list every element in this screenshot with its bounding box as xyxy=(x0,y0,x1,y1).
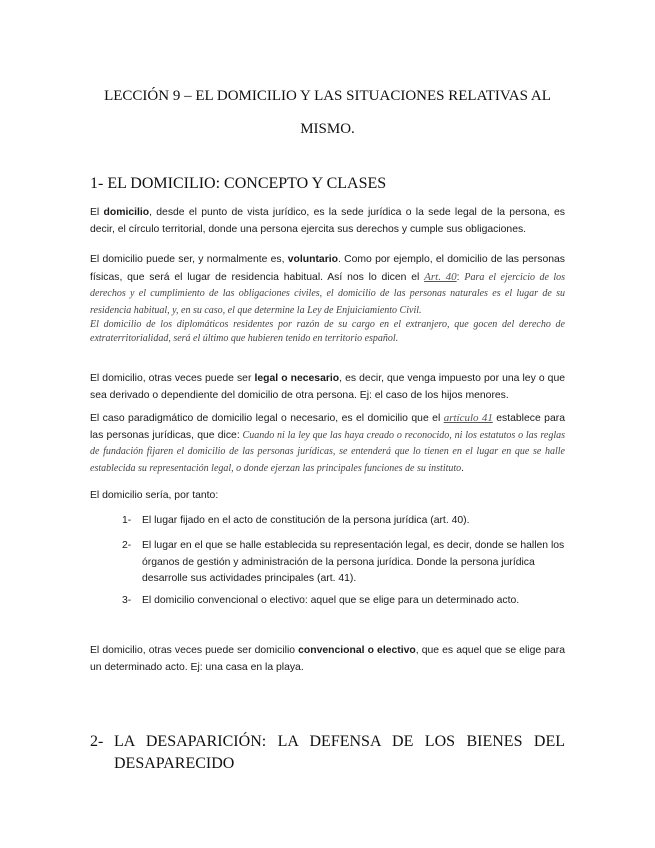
term-legal-o-necesario: legal o necesario xyxy=(254,373,340,384)
list-item-2-number: 2- xyxy=(122,540,132,551)
list-item-1-number: 1- xyxy=(122,515,132,526)
list-item-1-text: El lugar fijado en el acto de constitución de la persona jurídica (art. 40). xyxy=(142,515,470,526)
section-1-title: EL DOMICILIO: CONCEPTO Y CLASES xyxy=(107,175,387,192)
section-2-title: LA DESAPARICIÓN: LA DEFENSA DE LOS BIENES DEL DESAPARECIDO xyxy=(114,733,565,772)
section-2-heading xyxy=(90,731,565,775)
article-41-link[interactable]: artículo 41 xyxy=(443,412,493,424)
page-title-line-2: MISMO. xyxy=(300,121,355,137)
list-item-3-text: El domicilio convencional o electivo: aquel que se elige para un determinado acto. xyxy=(142,595,520,606)
section-2-number: 2- xyxy=(90,733,104,750)
paragraph-domicilio-legal: El domicilio, otras veces puede ser legal o necesario, es decir, que venga impuesto por una ley o que sea derivado o dependiente del domicilio de otra persona. Ej: el caso de los hijos menores. xyxy=(90,373,565,401)
term-voluntario: voluntario xyxy=(287,254,338,265)
section-1-heading xyxy=(90,175,386,193)
list-item-2 xyxy=(122,538,565,588)
list-item-3-number: 3- xyxy=(122,595,132,606)
paragraph-domicilio-voluntario: El domicilio puede ser, y normalmente es, voluntario. Como por ejemplo, el domicilio de las personas físicas, que será el lugar de residencia habitual. Así nos lo dicen el Art. 40: Para el ejercicio de los derechos y el cumplimiento de las obligaciones civiles, el domicilio de las personas naturales es el lugar de su residencia habitual, y, en su caso, el que determine la Ley de Enjuiciamiento Civil. xyxy=(90,254,566,316)
article-40-link[interactable]: Art. 40 xyxy=(424,270,457,283)
paragraph-domicilio-convencional: El domicilio, otras veces puede ser domicilio convencional o electivo, que es aquel que se elige para un determinado acto. Ej: una casa en la playa. xyxy=(90,645,566,673)
article-40-quote: Para el ejercicio de los derechos y el cumplimiento de las obligaciones civiles, el domicilio de las personas naturales es el lugar de su residencia habitual, y, en su caso, el que determine la Ley de Enjuiciamiento Civil. xyxy=(90,271,566,316)
section-1-number: 1- xyxy=(90,175,104,192)
article-41-quote: Cuando ni la ley que las haya creado o reconocido, ni los estatutos o las reglas de fundación fijaren el domicilio de las personas jurídicas, se entenderá que lo tienen en el lugar en que se halle establecida su representación legal, o donde ejerzan las principales funciones de su instituto xyxy=(90,429,565,474)
page-title-line-1: LECCIÓN 9 – EL DOMICILIO Y LAS SITUACIONES RELATIVAS AL xyxy=(104,88,551,104)
list-item-3 xyxy=(122,593,565,610)
list-item-2-text: El lugar en el que se halle establecida su representación legal, es decir, donde se hallen los órganos de gestión y administración de la persona jurídica. Donde la persona jurídica desarrolle sus actividades principales (art. 41). xyxy=(142,540,565,585)
term-domicilio: domicilio xyxy=(103,207,150,218)
term-convencional-o-electivo: convencional o electivo xyxy=(298,645,416,656)
paragraph-domicilio-seria: El domicilio sería, por tanto: xyxy=(90,490,219,501)
paragraph-domicilio-definition: El domicilio, desde el punto de vista jurídico, es la sede jurídica o la sede legal de la persona, es decir, el círculo territorial, donde una persona ejercita sus derechos y cumple sus obligaciones. xyxy=(90,207,565,235)
paragraph-articulo-41: El caso paradigmático de domicilio legal o necesario, es el domicilio que el artículo 41 establece para las personas jurídicas, que dice: Cuando ni la ley que las haya creado o reconocido, ni los estatutos o las reglas de fundación fijaren el domicilio de las personas jurídicas, se entenderá que lo tienen en el lugar en que se halle establecida su representación legal, o donde ejerzan las principales funciones de su instituto. xyxy=(90,412,565,474)
list-item-1 xyxy=(122,513,565,530)
quote-diplomaticos: El domicilio de los diplomáticos residentes por razón de su cargo en el extranjero, que gocen del derecho de extraterritorialidad, será el último que hubieren tenido en territorio español. xyxy=(90,319,565,344)
page-title xyxy=(80,80,575,146)
